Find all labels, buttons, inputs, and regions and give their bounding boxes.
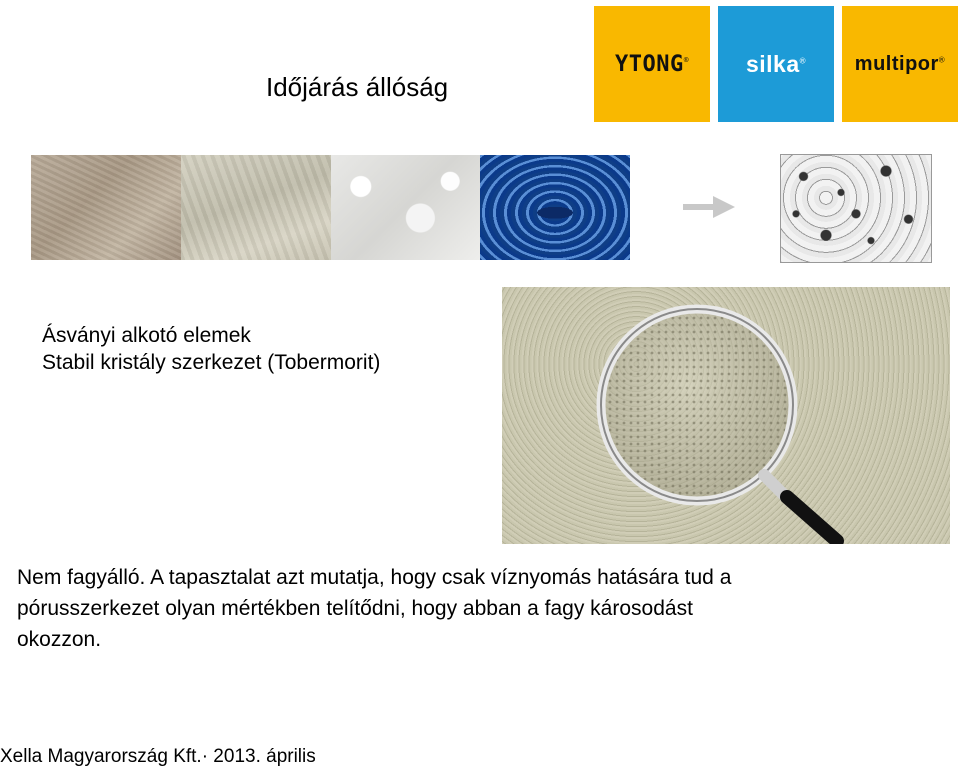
slide-title: Időjárás állóság bbox=[266, 72, 449, 102]
sand-texture-image bbox=[31, 155, 181, 260]
porous-structure-image bbox=[780, 154, 932, 263]
property-list bbox=[42, 322, 380, 376]
stone-texture-image bbox=[181, 155, 331, 260]
ytong-logo bbox=[594, 6, 710, 122]
silka-registered-mark: ® bbox=[799, 55, 807, 65]
lime-texture-image bbox=[331, 155, 480, 260]
water-drop-image bbox=[480, 155, 630, 260]
multipor-registered-mark: ® bbox=[938, 54, 946, 64]
ytong-logo-text: YTONG bbox=[614, 51, 684, 77]
arrow-right-icon bbox=[683, 195, 735, 219]
silka-logo-text: silka bbox=[745, 50, 800, 77]
footer-text: Xella Magyarország Kft.· 2013. április bbox=[0, 746, 316, 767]
paragraph-line-2: pórusszerkezet olyan mértékben telítődni, hogy abban a fagy károsodást bbox=[17, 597, 693, 620]
description-paragraph bbox=[17, 562, 947, 655]
silka-logo bbox=[718, 6, 834, 122]
paragraph-line-3: okozzon. bbox=[17, 628, 102, 651]
property-line-minerals: Ásványi alkotó elemek bbox=[42, 324, 251, 347]
ytong-registered-mark: ® bbox=[683, 55, 690, 65]
property-line-crystal: Stabil kristály szerkezet (Tobermorit) bbox=[42, 351, 381, 374]
magnifier-icon bbox=[502, 287, 950, 544]
paragraph-line-1: Nem fagyálló. A tapasztalat azt mutatja, hogy csak víznyomás hatására tud a bbox=[17, 566, 732, 589]
multipor-logo bbox=[842, 6, 958, 122]
multipor-logo-text: multipor bbox=[854, 52, 939, 75]
